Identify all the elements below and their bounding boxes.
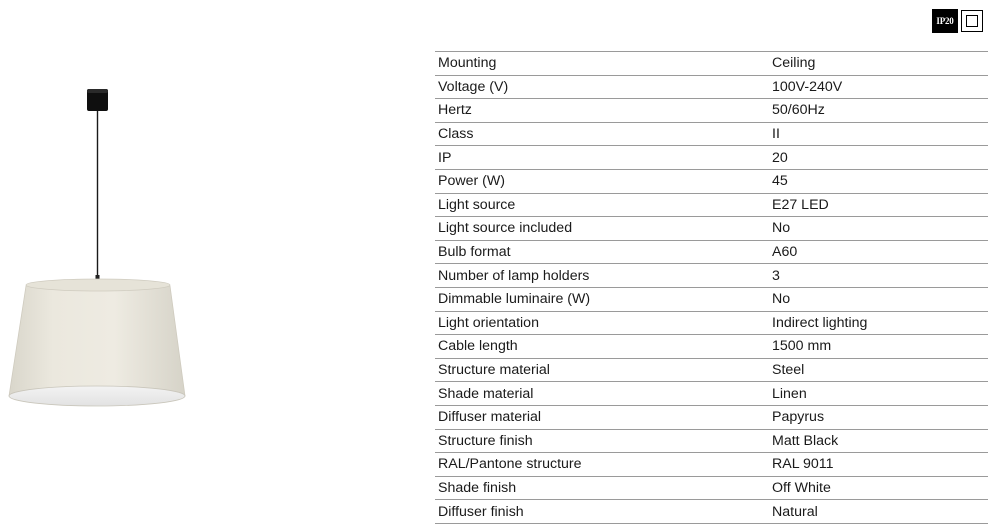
ceiling-canopy: [87, 89, 108, 111]
spec-value: Off White: [772, 479, 831, 496]
spec-label: Bulb format: [438, 244, 511, 261]
spec-label: IP: [438, 149, 452, 166]
spec-row: [435, 500, 988, 524]
spec-value: Indirect lighting: [772, 314, 868, 331]
spec-label: Light orientation: [438, 314, 539, 331]
spec-value: 3: [772, 267, 780, 284]
spec-label: Light source: [438, 196, 516, 213]
spec-label: Power (W): [438, 173, 505, 190]
spec-value: Matt Black: [772, 432, 839, 449]
spec-value: No: [772, 220, 791, 237]
spec-row: [435, 453, 988, 477]
spec-label: Structure material: [438, 362, 550, 379]
spec-label: Light source included: [438, 220, 573, 237]
spec-value: 1500 mm: [772, 338, 832, 355]
spec-value: No: [772, 291, 791, 308]
spec-value: A60: [772, 244, 798, 261]
spec-value: 100V-240V: [772, 78, 843, 95]
spec-row: [435, 241, 988, 265]
spec-label: Shade material: [438, 385, 534, 402]
spec-row: [435, 312, 988, 336]
spec-value: Ceiling: [772, 55, 816, 72]
spec-label: Shade finish: [438, 479, 517, 496]
ip-rating-badge: IP20: [932, 9, 958, 33]
spec-value: 20: [772, 149, 788, 166]
spec-row: [435, 382, 988, 406]
spec-row: [435, 194, 988, 218]
spec-label: Hertz: [438, 102, 472, 119]
spec-row: [435, 335, 988, 359]
spec-label: Cable length: [438, 338, 518, 355]
spec-label: Structure finish: [438, 432, 533, 449]
spec-value: E27 LED: [772, 196, 829, 213]
spec-row: [435, 99, 988, 123]
spec-row: [435, 170, 988, 194]
spec-value: Steel: [772, 362, 805, 379]
spec-value: Papyrus: [772, 409, 825, 426]
spec-label: Number of lamp holders: [438, 267, 590, 284]
spec-row: [435, 477, 988, 501]
lamp-shade: [9, 279, 185, 406]
spec-row: [435, 76, 988, 100]
spec-value: 50/60Hz: [772, 102, 825, 119]
pendant-lamp-image: [0, 0, 200, 420]
spec-table: [435, 51, 988, 524]
spec-label: Voltage (V): [438, 78, 509, 95]
class-ii-double-square-icon: [961, 10, 983, 32]
spec-label: Diffuser finish: [438, 503, 524, 520]
spec-value: RAL 9011: [772, 456, 834, 473]
spec-label: Class: [438, 126, 474, 143]
spec-value: II: [772, 126, 780, 143]
spec-row: [435, 406, 988, 430]
spec-value: Natural: [772, 503, 818, 520]
spec-row: [435, 146, 988, 170]
spec-row: [435, 430, 988, 454]
spec-label: Diffuser material: [438, 409, 542, 426]
certification-badges: [932, 9, 983, 33]
spec-row: [435, 288, 988, 312]
spec-value: Linen: [772, 385, 807, 402]
spec-value: 45: [772, 173, 788, 190]
spec-row: [435, 123, 988, 147]
spec-label: RAL/Pantone structure: [438, 456, 582, 473]
spec-row: [435, 359, 988, 383]
spec-row: [435, 264, 988, 288]
spec-row: [435, 217, 988, 241]
spec-label: Dimmable luminaire (W): [438, 291, 591, 308]
spec-label: Mounting: [438, 55, 497, 72]
spec-row: [435, 52, 988, 76]
